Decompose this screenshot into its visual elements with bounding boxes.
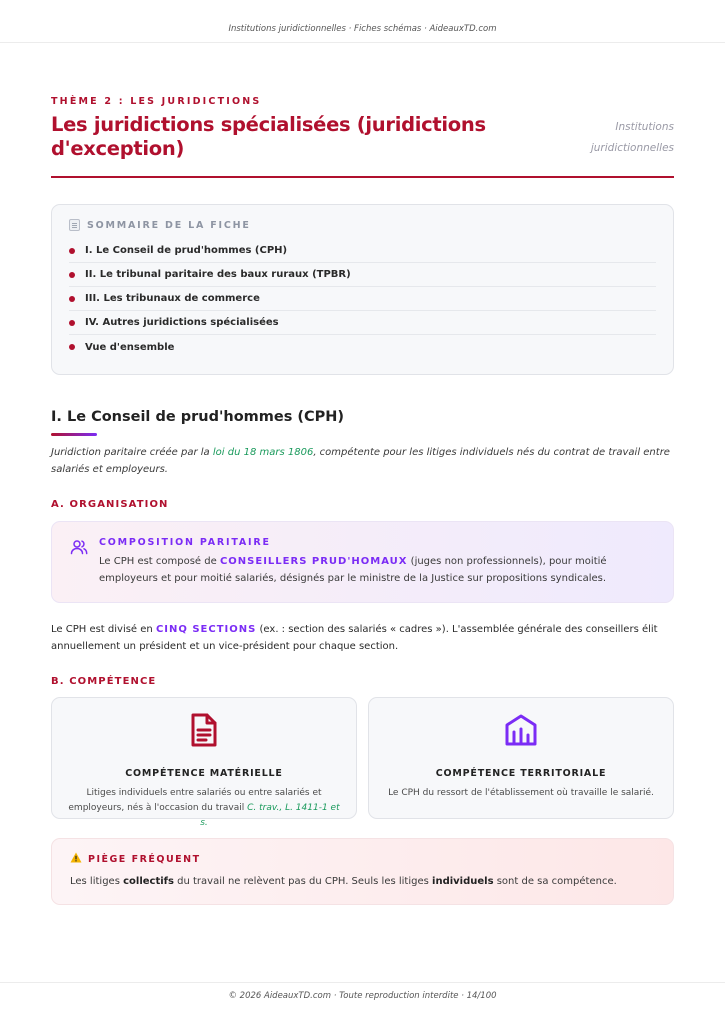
page-title: Les juridictions spécialisées (juridictions d'exception) xyxy=(51,113,486,160)
top-bar-text: Institutions juridictionnelles · Fiches schémas · AideauxTD.com xyxy=(228,24,497,34)
toc-item[interactable] xyxy=(69,335,656,359)
warning-body xyxy=(70,876,655,887)
callout-title: COMPOSITION PARITAIRE xyxy=(99,537,271,548)
card-title: COMPÉTENCE MATÉRIELLE xyxy=(125,768,283,779)
footer-text: © 2026 AideauxTD.com · Toute reproduction interdite · 14/100 xyxy=(228,991,497,1001)
warning-text: sont de sa compétence. xyxy=(493,876,617,887)
sections-paragraph xyxy=(51,621,674,655)
toc-item-label: III. Les tribunaux de commerce xyxy=(85,293,260,304)
paragraph-text: Le CPH est divisé en xyxy=(51,624,156,635)
building-chart-icon xyxy=(369,712,673,748)
footer xyxy=(0,982,725,1024)
callout-text: (juges non professionnels), pour moitié employeurs et pour moitié salariés, désignés par le ministre de la Justice sur propositions syndicales. xyxy=(99,556,607,584)
law-reference: C. trav., L. 1411-1 et s. xyxy=(200,803,340,828)
callout-highlight: CONSEILLERS PRUD'HOMAUX xyxy=(219,556,408,567)
notebook-icon xyxy=(69,219,80,231)
warning-text: du travail ne relèvent pas du CPH. Seuls les litiges xyxy=(173,876,433,887)
callout-content xyxy=(99,537,655,587)
card-body xyxy=(52,786,356,831)
bullet-icon xyxy=(69,272,75,278)
toc-item-label: Vue d'ensemble xyxy=(85,341,175,353)
subheading-organisation: A. ORGANISATION xyxy=(51,499,169,510)
theme-label: THÈME 2 : LES JURIDICTIONS xyxy=(51,96,262,107)
section-intro xyxy=(51,444,674,478)
toc-item-label: IV. Autres juridictions spécialisées xyxy=(85,317,279,328)
top-bar xyxy=(0,0,725,43)
toc-item[interactable] xyxy=(69,311,656,335)
warning-icon xyxy=(70,852,82,866)
warning-title xyxy=(70,852,655,866)
competence-cards xyxy=(51,697,674,828)
toc-item-label: I. Le Conseil de prud'hommes (CPH) xyxy=(85,245,288,256)
warning-bold: individuels xyxy=(432,876,494,887)
paragraph-text: (ex. : section des salariés « cadres »). L'assemblée générale des conseillers élit annuellement un président et un vice-président pour chaque section. xyxy=(51,624,658,652)
table-of-contents xyxy=(51,204,674,375)
warning-text: Les litiges xyxy=(70,876,124,887)
section-underline xyxy=(51,433,97,436)
users-icon xyxy=(70,537,99,587)
toc-item[interactable] xyxy=(69,263,656,287)
toc-heading-label: SOMMAIRE DE LA FICHE xyxy=(87,219,251,231)
composition-callout xyxy=(51,521,674,603)
bullet-icon xyxy=(69,296,75,302)
bullet-icon xyxy=(69,320,75,326)
toc-heading xyxy=(69,219,656,231)
law-reference: loi du 18 mars 1806 xyxy=(212,447,314,458)
card-title: COMPÉTENCE TERRITORIALE xyxy=(435,768,607,779)
card-text: Litiges individuels entre salariés ou entre salariés et employeurs, nés à l'occasion du travail xyxy=(68,788,322,813)
bullet-icon xyxy=(69,344,75,350)
card-competence-materielle xyxy=(51,697,357,828)
intro-text: Juridiction paritaire créée par la xyxy=(51,447,213,458)
page-content xyxy=(51,96,674,905)
header-row xyxy=(51,113,674,161)
callout-text: Le CPH est composé de xyxy=(99,556,220,567)
toc-list xyxy=(69,239,656,359)
card-body: Le CPH du ressort de l'établissement où travaille le salarié. xyxy=(388,788,654,798)
toc-item[interactable] xyxy=(69,239,656,263)
side-note: Institutions juridictionnelles xyxy=(590,121,674,154)
warning-title-label: PIÈGE FRÉQUENT xyxy=(88,853,201,865)
subheading-competence: B. COMPÉTENCE xyxy=(51,676,157,687)
toc-item[interactable] xyxy=(69,287,656,311)
callout-body xyxy=(99,553,655,587)
warning-callout xyxy=(51,838,674,905)
card-competence-territoriale xyxy=(368,697,674,819)
bullet-icon xyxy=(69,248,75,254)
title-divider xyxy=(51,176,674,178)
section-title: I. Le Conseil de prud'hommes (CPH) xyxy=(51,409,345,425)
warning-bold: collectifs xyxy=(123,876,174,887)
paragraph-highlight: CINQ SECTIONS xyxy=(155,624,257,635)
document-icon xyxy=(52,712,356,748)
intro-text: , compétente pour les litiges individuels nés du contrat de travail entre salariés et employeurs. xyxy=(51,447,670,475)
toc-item-label: II. Le tribunal paritaire des baux ruraux (TPBR) xyxy=(85,269,351,280)
